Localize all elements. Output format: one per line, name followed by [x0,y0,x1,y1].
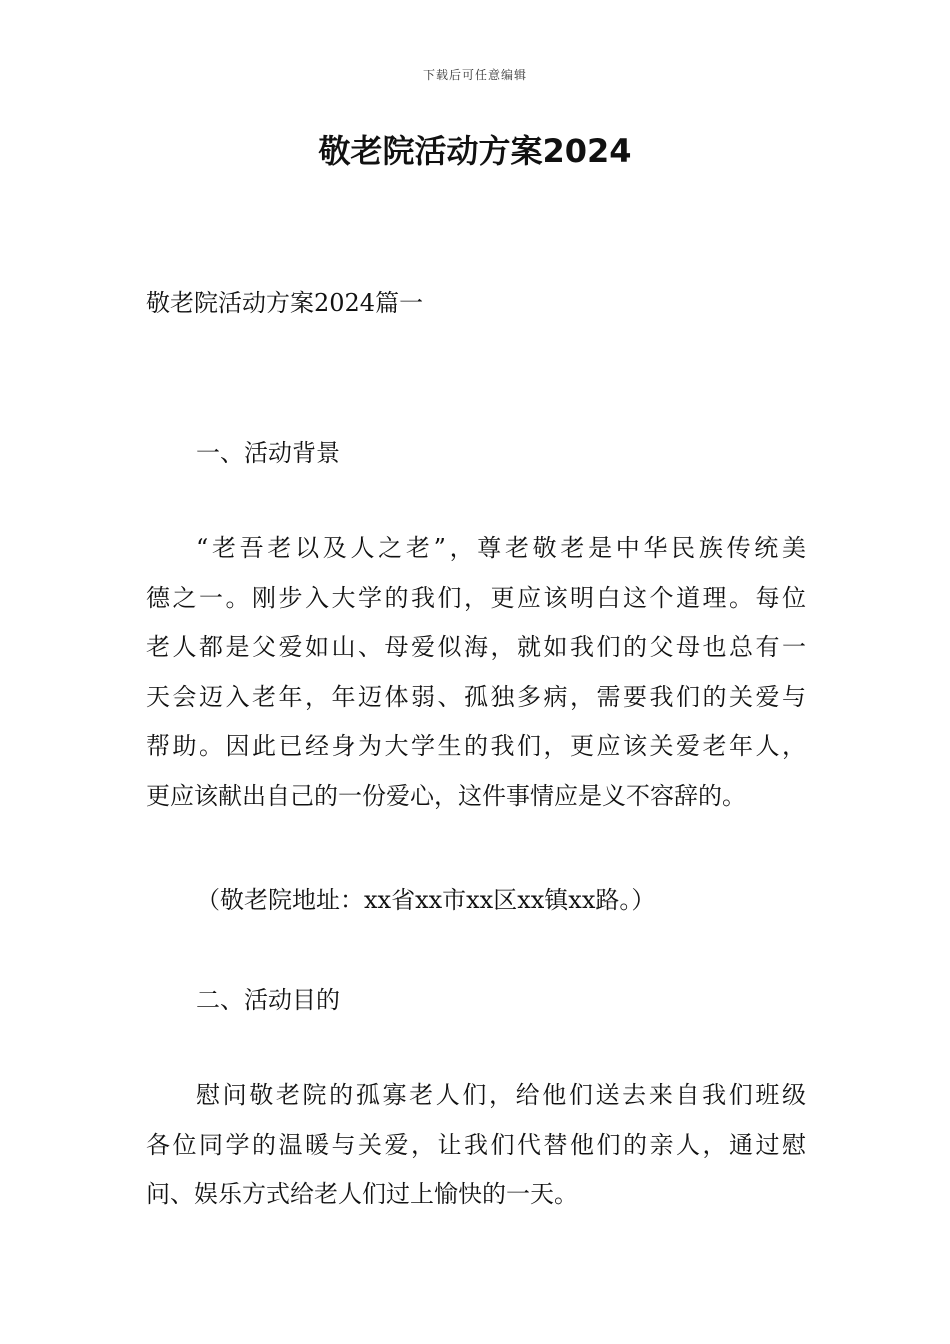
paragraph-line: 天会迈入老年，年迈体弱、孤独多病，需要我们的关爱与 [146,682,806,711]
paragraph-line: 问、娱乐方式给老人们过上愉快的一天。 [146,1180,578,1208]
header-note: 下载后可任意编辑 [422,68,527,82]
paragraph-line: 帮助。因此已经身为大学生的我们，更应该关爱老年人， [146,732,806,760]
paragraph-line: 德之一。刚步入大学的我们，更应该明白这个道理。每位 [146,583,806,612]
address-note: （敬老院地址：xx省xx市xx区xx镇xx路。） [196,886,656,914]
section-heading-purpose: 二、活动目的 [196,986,340,1014]
paragraph-line: 老人都是父爱如山、母爱似海，就如我们的父母也总有一 [146,633,806,661]
paragraph-purpose [146,1071,806,1220]
paragraph-line: 更应该献出自己的一份爱心，这件事情应是义不容辞的。 [146,781,746,810]
section-heading-background: 一、活动背景 [196,439,340,467]
paragraph-background [146,524,806,821]
part-title: 敬老院活动方案2024篇一 [146,289,424,317]
document-title: 敬老院活动方案2024 [318,132,632,170]
paragraph-line: 各位同学的温暖与关爱，让我们代替他们的亲人，通过慰 [146,1130,806,1159]
paragraph-line: 慰问敬老院的孤寡老人们，给他们送去来自我们班级 [196,1081,806,1109]
paragraph-line: “老吾老以及人之老”，尊老敬老是中华民族传统美 [196,534,806,562]
